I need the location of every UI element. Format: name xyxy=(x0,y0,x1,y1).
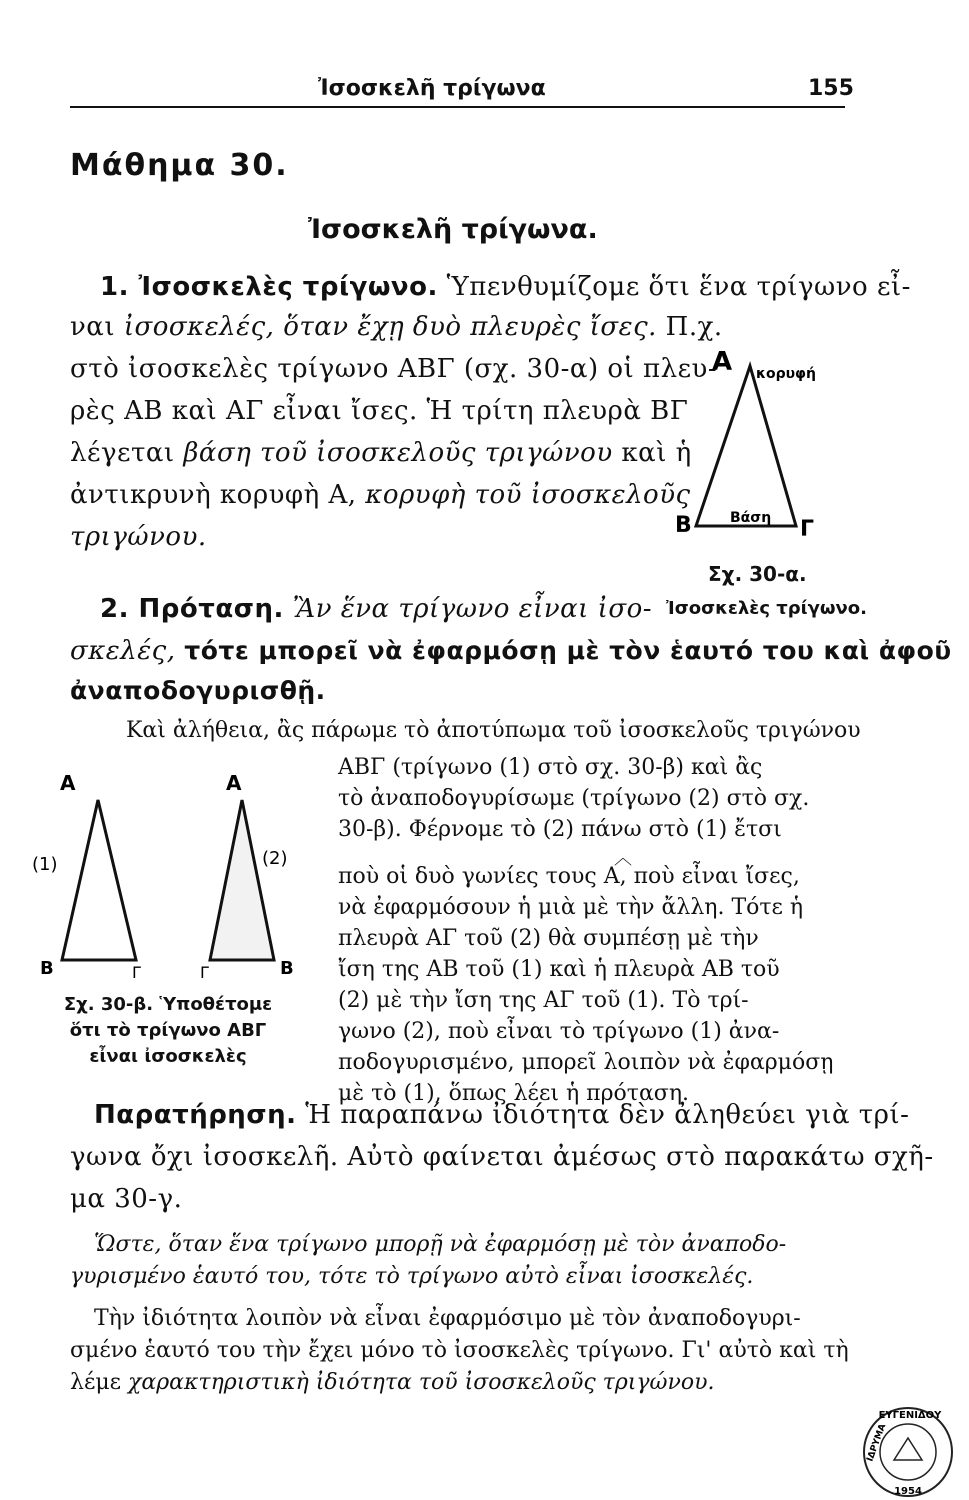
angle-hat-mark: ︿ xyxy=(614,848,632,869)
note-heading: Παρατήρηση. xyxy=(94,1100,297,1130)
section1-line2: ναι ἰσοσκελές, ὅταν ἔχῃ δυὸ πλευρὲς ἴσες. Π.χ. xyxy=(70,312,723,342)
foundation-stamp xyxy=(860,1404,956,1500)
fig-b-t1-num: (1) xyxy=(32,854,58,875)
vertex-definition: κορυφὴ τοῦ ἰσοσκελοῦς xyxy=(365,480,691,510)
triangle-2-flipped xyxy=(210,800,274,960)
figure-30a xyxy=(660,330,920,550)
fig-b-t2-b: Β xyxy=(280,958,294,979)
triangle-1 xyxy=(62,800,136,960)
isosceles-definition: ἰσοσκελές, ὅταν ἔχῃ δυὸ πλευρὲς ἴσες. xyxy=(123,312,657,342)
fig-a-label-b: Β xyxy=(675,513,692,538)
fig-a-base-label: Βάση xyxy=(730,510,772,526)
page-number: 155 xyxy=(808,76,854,101)
final-para-line3: λέμε χαρακτηριστικὴ ἰδιότητα τοῦ ἰσοσκελοῦς τριγώνου. xyxy=(70,1370,715,1395)
figure-30b xyxy=(32,770,320,990)
note-line3: μα 30-γ. xyxy=(70,1184,183,1214)
lesson-title: Ἰσοσκελῆ τρίγωνα. xyxy=(308,214,598,245)
section1-line6: ἀντικρυνὴ κορυφὴ Α, κορυφὴ τοῦ ἰσοσκελοῦς xyxy=(70,480,691,510)
stamp-top-text: ΕΥΓΕΝΙΔΟΥ xyxy=(878,1410,942,1421)
fig-a-vertex-label: κορυφή xyxy=(756,366,816,382)
section1-line5: λέγεται βάση τοῦ ἰσοσκελοῦς τριγώνου καὶ ἡ xyxy=(70,438,692,468)
conclusion-line1: Ὥστε, ὅταν ἕνα τρίγωνο μπορῇ νὰ ἐφαρμόσῃ μὲ τὸν ἀναποδο- xyxy=(94,1232,787,1257)
fig-b-t1-b: Β xyxy=(40,958,54,979)
running-title: Ἰσοσκελῆ τρίγωνα xyxy=(318,76,546,101)
section1-line1: 1. Ἰσοσκελὲς τρίγωνο. Ὑπενθυμίζομε ὅτι ἕνα τρίγωνο εἶ- xyxy=(100,272,911,302)
final-para-line2: σμένο ἑαυτό του τὴν ἔχει μόνο τὸ ἰσοσκελὲς τρίγωνο. Γι' αὐτὸ καὶ τὴ xyxy=(70,1338,849,1363)
section1-heading: 1. Ἰσοσκελὲς τρίγωνο. xyxy=(100,272,438,302)
fig-b-t2-a: Α xyxy=(226,771,242,795)
isosceles-triangle xyxy=(696,366,796,526)
characteristic-property: χαρακτηριστικὴ ἰδιότητα τοῦ ἰσοσκελοῦς τριγώνου. xyxy=(128,1370,715,1395)
section2-line3: ἀναποδογυρισθῇ. xyxy=(70,676,326,705)
fig-b-t1-a: Α xyxy=(60,771,76,795)
fig-b-t2-g: Γ xyxy=(200,963,209,982)
fig-b-t2-num: (2) xyxy=(262,848,288,869)
fig-b-caption: Σχ. 30-β. Ὑποθέτομε ὅτι τὸ τρίγωνο ΑΒΓ εἶναι ἰσοσκελὲς xyxy=(63,994,273,1067)
stamp-year: 1954 xyxy=(894,1486,922,1497)
lesson-label: Μάθημα 30. xyxy=(70,148,289,183)
section2-line1: 2. Πρόταση. Ἂν ἕνα τρίγωνο εἶναι ἰσο- xyxy=(100,594,653,624)
note-line2: γωνα ὄχι ἰσοσκελῆ. Αὐτὸ φαίνεται ἀμέσως στὸ παρακάτω σχῆ- xyxy=(70,1142,934,1172)
fig-b-t1-g: Γ xyxy=(132,963,141,982)
section1-line4: ρὲς ΑΒ καὶ ΑΓ εἶναι ἴσες. Ἡ τρίτη πλευρὰ ΒΓ xyxy=(70,396,689,426)
final-para-line1: Τὴν ἰδιότητα λοιπὸν νὰ εἶναι ἐφαρμόσιμο μὲ τὸν ἀναποδογυρι- xyxy=(94,1306,801,1331)
section1-line7: τριγώνου. xyxy=(70,522,207,552)
fig-a-label-g: Γ xyxy=(800,517,815,542)
fig-a-caption-number: Σχ. 30-α. xyxy=(708,562,807,586)
section2-right-column: ΑΒΓ (τρίγωνο (1) στὸ σχ. 30-β) καὶ ἂς τὸ ἀναποδογυρίσωμε (τρίγωνο (2) στὸ σχ. 30-β). Φέρνομε τὸ (2) πάνω στὸ (1) ἔτσι ποὺ οἱ δυὸ γωνίες τους Α, ποὺ εἶναι ἴσες, νὰ ἐφαρμόσουν ἡ μιὰ μὲ τὴν ἄλλη. Τότε ἡ πλευρὰ ΑΓ τοῦ (2) θὰ συμπέσῃ μὲ τὴν ἴση της ΑΒ τοῦ (1) καὶ ἡ πλευρὰ ΑΒ τοῦ (2) μὲ τὴν ἴση της ΑΓ τοῦ (1). Τὸ τρί- γωνο (2), ποὺ εἶναι τὸ τρίγωνο (1) ἀνα- ποδογυρισμένο, μπορεῖ λοιπὸν νὰ ἐφαρμόσῃ μὲ τὸ (1), ὅπως λέει ἡ πρόταση. xyxy=(338,755,834,1106)
section2-para1: Καὶ ἀλήθεια, ἂς πάρωμε τὸ ἀποτύπωμα τοῦ ἰσοσκελοῦς τριγώνου xyxy=(126,718,861,743)
stamp-left-text: ΙΔΡΥΜΑ xyxy=(865,1422,889,1464)
header-rule xyxy=(70,106,845,108)
note-line1: Παρατήρηση. Ἡ παραπάνω ἰδιότητα δὲν ἀληθεύει γιὰ τρί- xyxy=(94,1100,910,1130)
conclusion-line2: γυρισμένο ἑαυτό του, τότε τὸ τρίγωνο αὐτὸ εἶναι ἰσοσκελές. xyxy=(70,1264,754,1289)
section2-line2: σκελές, τότε μπορεῖ νὰ ἐφαρμόσῃ μὲ τὸν ἑαυτό του καὶ ἀφοῦ xyxy=(70,636,952,666)
fig-a-label-a: Α xyxy=(712,347,733,377)
section2-heading: 2. Πρόταση. xyxy=(100,594,284,624)
fig-a-caption-text: Ἰσοσκελὲς τρίγωνο. xyxy=(666,598,868,619)
stamp-emblem-icon xyxy=(894,1438,922,1460)
base-definition: βάση τοῦ ἰσοσκελοῦς τριγώνου xyxy=(183,438,613,468)
section1-line3: στὸ ἰσοσκελὲς τρίγωνο ΑΒΓ (σχ. 30-α) οἱ πλευ- xyxy=(70,354,718,384)
